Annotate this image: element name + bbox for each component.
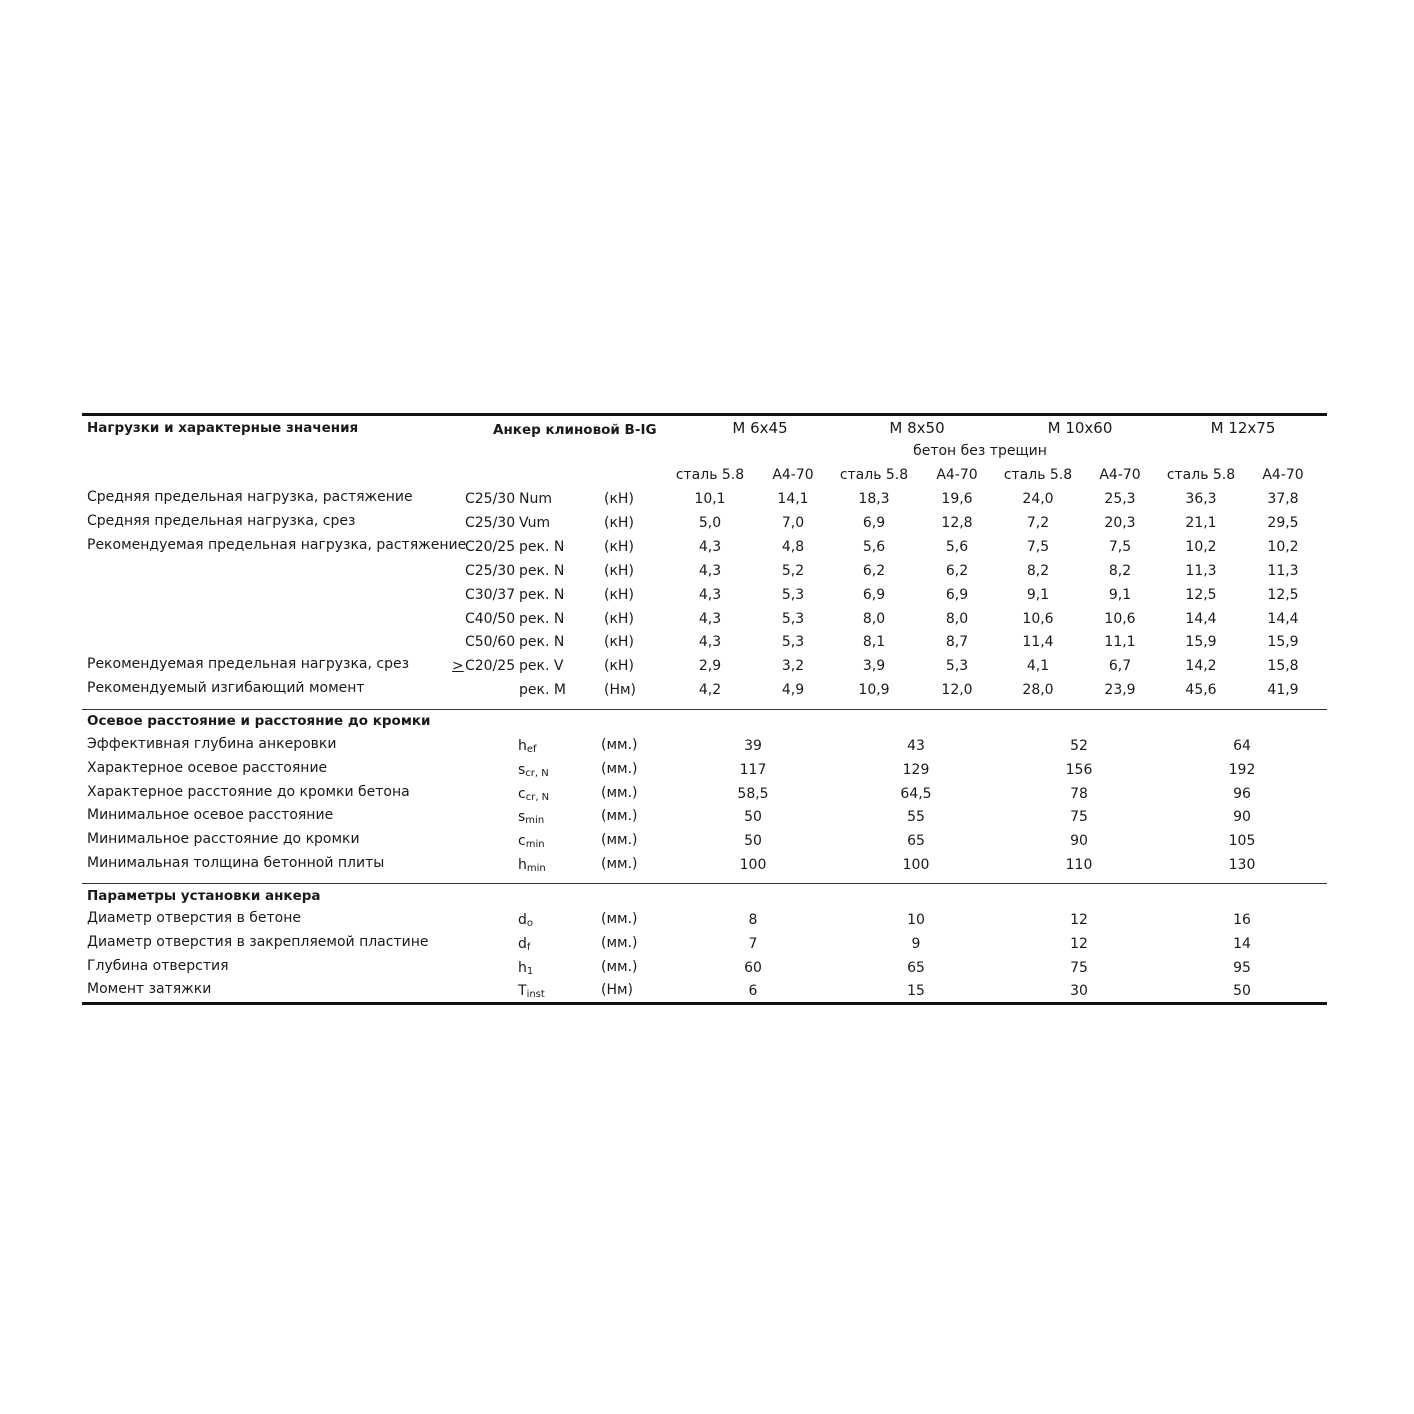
table-cell: 9: [911, 935, 921, 952]
table-cell: 6,7: [1108, 658, 1132, 675]
material-label: A4-70: [1099, 467, 1141, 483]
load-data-table: [82, 413, 1327, 1005]
table-cell: 5,3: [945, 658, 969, 675]
symbol-base: h: [518, 857, 527, 873]
table-cell: 10,6: [1022, 610, 1054, 627]
table-cell: 60: [744, 959, 762, 976]
symbol-subscript: cr, N: [525, 767, 549, 779]
row-label: Рекомендуемая предельная нагрузка, растяжение: [87, 536, 467, 553]
table-cell: 8,2: [1108, 562, 1132, 579]
material-label: сталь 5.8: [675, 467, 745, 483]
table-cell: 8,2: [1026, 562, 1050, 579]
concrete-grade: C25/30: [465, 562, 516, 579]
concrete-grade: C25/30: [465, 514, 516, 531]
table-cell: 65: [907, 959, 925, 976]
table-cell: 14,4: [1185, 610, 1217, 627]
symbol-base: h: [518, 959, 527, 976]
table-cell: 130: [1228, 857, 1256, 873]
symbol-subscript: cr, N: [525, 791, 550, 803]
table-cell: 129: [902, 761, 930, 778]
table-cell: 14: [1233, 935, 1251, 952]
table-cell: 10,2: [1267, 538, 1299, 555]
table-cell: 52: [1070, 738, 1088, 754]
row-label: Эффективная глубина анкеровки: [87, 736, 337, 752]
table-cell: 20,3: [1104, 514, 1136, 531]
table-cell: 6,9: [945, 586, 969, 603]
table-cell: 25,3: [1104, 491, 1136, 507]
table-cell: 8: [748, 912, 758, 928]
table-cell: 6,2: [945, 562, 969, 579]
table-cell: 65: [907, 833, 925, 850]
unit-label: (кН): [604, 658, 634, 675]
symbol-subscript: inst: [526, 989, 545, 1001]
table-cell: 16: [1233, 912, 1251, 928]
material-label: A4-70: [772, 467, 814, 483]
value-symbol: рек. N: [519, 538, 565, 555]
table-cell: 15,9: [1185, 634, 1217, 651]
size-header: M 12x75: [1210, 419, 1276, 437]
table-cell: 10,6: [1104, 610, 1136, 627]
row-label: Средняя предельная нагрузка, растяжение: [87, 489, 413, 505]
table-cell: 7,0: [781, 514, 805, 531]
material-label: сталь 5.8: [1166, 467, 1236, 483]
table-cell: 37,8: [1267, 491, 1299, 507]
table-cell: 7,5: [1026, 538, 1050, 555]
table-cell: 39: [744, 738, 762, 754]
table-cell: 45,6: [1185, 682, 1217, 699]
table-cell: 75: [1070, 809, 1088, 826]
table-cell: 78: [1070, 785, 1088, 802]
table-cell: 4,8: [781, 538, 805, 555]
symbol-subscript: o: [526, 918, 534, 929]
table-top-rule: [82, 413, 1327, 416]
symbol-base: c: [518, 785, 526, 802]
symbol-base: s: [518, 809, 526, 826]
unit-label: (кН): [604, 634, 634, 651]
table-cell: 10,2: [1185, 538, 1217, 555]
table-cell: 50: [744, 809, 762, 826]
table-cell: 8,0: [862, 610, 886, 627]
table-cell: 19,6: [941, 491, 973, 507]
table-cell: 14,4: [1267, 610, 1299, 627]
unit-label: (Нм): [601, 982, 634, 999]
row-label: Рекомендуемый изгибающий момент: [87, 680, 365, 697]
unit-label: (кН): [604, 514, 634, 531]
table-cell: 9,1: [1026, 586, 1050, 603]
row-label: Характерное осевое расстояние: [87, 759, 328, 776]
material-label: сталь 5.8: [1003, 467, 1073, 483]
parameter-symbol: [518, 737, 537, 759]
parameter-symbol: [518, 959, 533, 981]
table-cell: 8,7: [945, 634, 969, 651]
table-cell: 10,9: [858, 682, 890, 699]
table-cell: 12,8: [941, 514, 973, 531]
table-cell: 100: [739, 857, 767, 873]
table-cell: 24,0: [1022, 491, 1054, 507]
table-cell: 11,4: [1022, 634, 1054, 651]
value-symbol: рек. V: [519, 658, 564, 675]
symbol-subscript: 1: [526, 965, 534, 977]
row-label: Минимальная толщина бетонной плиты: [87, 855, 385, 871]
unit-label: (мм.): [601, 832, 638, 849]
parameter-symbol: [518, 785, 549, 807]
parameter-symbol: [518, 935, 530, 957]
row-label: Рекомендуемая предельная нагрузка, срез: [87, 656, 410, 673]
parameter-symbol: [518, 856, 546, 878]
table-cell: 110: [1065, 857, 1093, 873]
unit-label: (мм.): [601, 760, 638, 777]
table-cell: 4,3: [698, 562, 722, 579]
table-cell: 30: [1070, 983, 1088, 1000]
symbol-base: d: [518, 935, 527, 952]
table-cell: 12,0: [941, 682, 973, 699]
value-symbol: рек. N: [519, 634, 565, 651]
row-label: Момент затяжки: [87, 981, 212, 998]
table-cell: 12: [1070, 912, 1088, 928]
table-cell: 4,1: [1026, 658, 1050, 675]
table-cell: 5,3: [781, 634, 805, 651]
concrete-grade: C40/50: [465, 610, 516, 627]
table-cell: 6,2: [862, 562, 886, 579]
unit-label: (мм.): [601, 911, 638, 927]
table-cell: 12,5: [1185, 586, 1217, 603]
value-symbol: Num: [519, 491, 552, 507]
table-cell: 6,9: [862, 514, 886, 531]
unit-label: (мм.): [601, 958, 638, 975]
concrete-grade: C50/60: [465, 634, 516, 651]
row-label: Минимальное расстояние до кромки: [87, 831, 360, 848]
symbol-base: c: [518, 833, 526, 850]
unit-label: (мм.): [601, 737, 638, 753]
table-cell: 5,2: [781, 562, 805, 579]
row-label: Характерное расстояние до кромки бетона: [87, 783, 410, 800]
install-section-title: Параметры установки анкера: [87, 888, 321, 904]
table-title: Нагрузки и характерные значения: [87, 420, 359, 436]
symbol-base: s: [518, 761, 526, 778]
table-cell: 4,3: [698, 586, 722, 603]
table-cell: 5,3: [781, 610, 805, 627]
concrete-grade: C30/37: [465, 586, 516, 603]
table-cell: 90: [1233, 809, 1251, 826]
table-cell: 8,1: [862, 634, 886, 651]
table-cell: 2,9: [698, 658, 722, 675]
table-cell: 156: [1065, 761, 1093, 778]
row-label: Глубина отверстия: [87, 957, 229, 974]
table-cell: 192: [1228, 761, 1256, 778]
table-cell: 90: [1070, 833, 1088, 850]
unit-label: (кН): [604, 586, 634, 603]
table-cell: 58,5: [737, 785, 769, 802]
table-cell: 64,5: [900, 785, 932, 802]
unit-label: (мм.): [601, 934, 638, 951]
table-cell: 105: [1228, 833, 1256, 850]
table-cell: 36,3: [1185, 491, 1217, 507]
symbol-subscript: min: [526, 863, 546, 874]
parameter-symbol: [518, 808, 544, 830]
table-cell: 4,3: [698, 610, 722, 627]
value-symbol: рек. M: [519, 682, 566, 699]
unit-label: (мм.): [601, 808, 638, 825]
table-cell: 4,3: [698, 538, 722, 555]
size-header: M 8x50: [889, 419, 945, 437]
table-cell: 3,2: [781, 658, 805, 675]
parameter-symbol: [518, 911, 533, 933]
table-cell: 100: [902, 857, 930, 873]
table-cell: 5,3: [781, 586, 805, 603]
material-label: A4-70: [1262, 467, 1304, 483]
symbol-base: d: [518, 912, 527, 928]
table-cell: 21,1: [1185, 514, 1217, 531]
table-cell: 8,0: [945, 610, 969, 627]
table-cell: 10: [907, 912, 925, 928]
symbol-subscript: min: [525, 815, 545, 827]
table-cell: 23,9: [1104, 682, 1136, 699]
table-cell: 29,5: [1267, 514, 1299, 531]
table-cell: 7: [748, 935, 758, 952]
table-cell: 12: [1070, 935, 1088, 952]
table-cell: 4,3: [698, 634, 722, 651]
size-header: M 6x45: [732, 419, 788, 437]
table-cell: 11,3: [1185, 562, 1217, 579]
table-cell: 64: [1233, 738, 1251, 754]
table-cell: 11,3: [1267, 562, 1299, 579]
ge-symbol: >: [452, 658, 464, 675]
table-cell: 10,1: [694, 491, 726, 507]
unit-label: (кН): [604, 538, 634, 555]
table-cell: 5,0: [698, 514, 722, 531]
table-cell: 75: [1070, 959, 1088, 976]
spacing-section-title: Осевое расстояние и расстояние до кромки: [87, 713, 431, 729]
concrete-grade: C25/30: [465, 491, 516, 507]
concrete-grade: C20/25: [465, 538, 516, 555]
unit-label: (кН): [604, 610, 634, 627]
table-cell: 43: [907, 738, 925, 754]
table-cell: 5,6: [862, 538, 886, 555]
parameter-symbol: [518, 832, 545, 854]
value-symbol: рек. N: [519, 562, 565, 579]
table-cell: 95: [1233, 959, 1251, 976]
size-header: M 10x60: [1047, 419, 1113, 437]
section-divider: [82, 883, 1327, 884]
table-cell: 11,1: [1104, 634, 1136, 651]
section-divider: [82, 709, 1327, 710]
value-symbol: рек. N: [519, 586, 565, 603]
symbol-subscript: f: [526, 941, 531, 953]
unit-label: (кН): [604, 562, 634, 579]
material-label: A4-70: [936, 467, 978, 483]
table-cell: 96: [1233, 785, 1251, 802]
concrete-condition: бетон без трещин: [913, 443, 1047, 459]
table-cell: 4,9: [781, 682, 805, 699]
concrete-grade: C20/25: [465, 658, 516, 675]
value-symbol: рек. N: [519, 610, 565, 627]
table-cell: 18,3: [858, 491, 890, 507]
table-cell: 12,5: [1267, 586, 1299, 603]
table-cell: 5,6: [945, 538, 969, 555]
table-cell: 50: [1233, 983, 1251, 1000]
value-symbol: Vum: [519, 514, 551, 531]
table-cell: 50: [744, 833, 762, 850]
row-label: Диаметр отверстия в бетоне: [87, 910, 302, 926]
table-cell: 7,2: [1026, 514, 1050, 531]
unit-label: (мм.): [601, 856, 638, 872]
table-cell: 6,9: [862, 586, 886, 603]
table-cell: 55: [907, 809, 925, 826]
table-cell: 15: [907, 983, 925, 1000]
table-cell: 14,2: [1185, 658, 1217, 675]
row-label: Минимальное осевое расстояние: [87, 807, 334, 824]
table-cell: 3,9: [862, 658, 886, 675]
material-label: сталь 5.8: [839, 467, 909, 483]
table-cell: 117: [739, 761, 767, 778]
table-cell: 28,0: [1022, 682, 1054, 699]
table-cell: 7,5: [1108, 538, 1132, 555]
symbol-subscript: min: [525, 839, 545, 851]
table-cell: 4,2: [698, 682, 722, 699]
table-cell: 9,1: [1108, 586, 1132, 603]
symbol-subscript: ef: [526, 744, 537, 755]
unit-label: (Нм): [604, 682, 637, 699]
table-cell: 41,9: [1267, 682, 1299, 699]
table-cell: 6: [748, 983, 758, 1000]
row-label: Диаметр отверстия в закрепляемой пластине: [87, 933, 429, 950]
symbol-base: h: [518, 738, 527, 754]
table-cell: 14,1: [777, 491, 809, 507]
parameter-symbol: [518, 761, 549, 783]
unit-label: (кН): [604, 491, 634, 507]
table-cell: 15,9: [1267, 634, 1299, 651]
symbol-base: T: [518, 983, 527, 1000]
table-bottom-rule: [82, 1002, 1327, 1005]
table-cell: 15,8: [1267, 658, 1299, 675]
product-name: Анкер клиновой B-IG: [493, 422, 657, 438]
row-label: Средняя предельная нагрузка, срез: [87, 512, 356, 529]
unit-label: (мм.): [601, 784, 638, 801]
